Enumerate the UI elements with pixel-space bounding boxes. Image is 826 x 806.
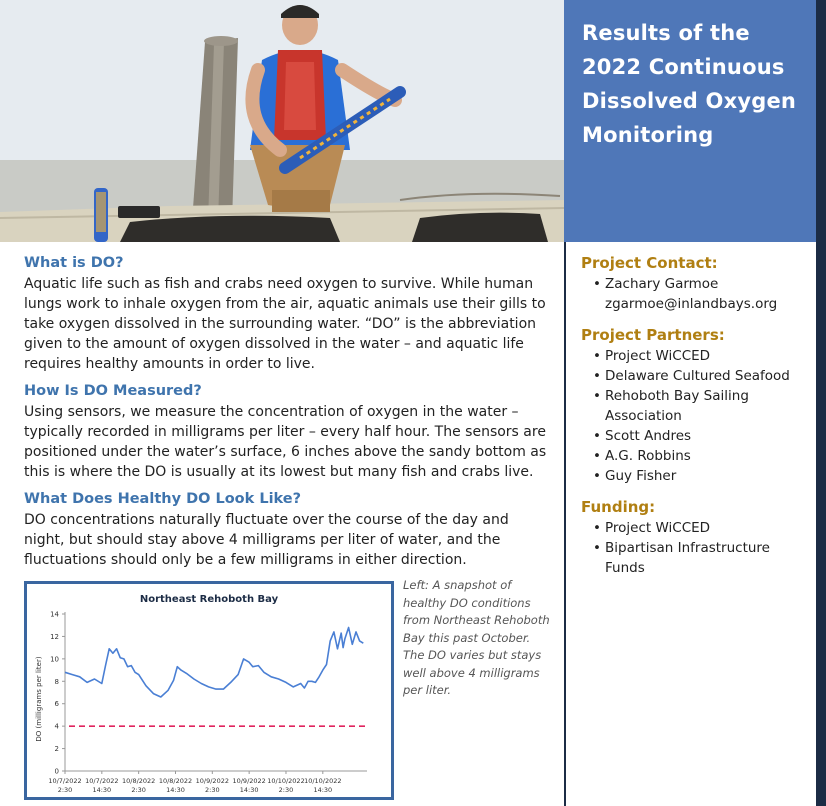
partner-item: • Project WiCCED	[593, 346, 813, 366]
chart-y-tick-label: 8	[54, 677, 59, 686]
header-photo	[0, 0, 564, 242]
section-heading-healthy-do: What Does Healthy DO Look Like?	[24, 491, 302, 507]
section-body-how-measured: Using sensors, we measure the concentration of oxygen in the water – typically recorded in milligrams per liter – every half hour. The sensors are positioned under the water’s surface, 6 inches above the sandy bottom as this is where the DO is usually at its lowest but many fish and crabs live.	[24, 404, 547, 480]
chart-x-tick-label: 10/9/2022 2:30	[195, 777, 229, 794]
chart-x-tick-label: 10/9/2022 14:30	[232, 777, 266, 794]
chart-y-tick-label: 14	[50, 610, 59, 619]
chart-caption: Left: A snapshot of healthy DO conditions from Northeast Rehoboth Bay this past October. The DO varies but stays well above 4 milligrams per liter.	[403, 578, 550, 697]
contact-list	[581, 274, 813, 314]
title-panel	[564, 0, 816, 242]
section-body-what-is-do: Aquatic life such as fish and crabs need oxygen to survive. While human lungs work to inhale oxygen from the air, aquatic animals use their gills to take oxygen dissolved in the surrounding water. “DO” is the abbreviation given to the amount of oxygen dissolved in the water – and aquatic life requires healthy amounts in order to live.	[24, 276, 546, 372]
section-heading-what-is-do: What is DO?	[24, 255, 124, 271]
chart-y-tick-label: 12	[50, 632, 59, 641]
chart-x-ticks	[48, 771, 341, 794]
do-chart-frame	[24, 581, 394, 800]
section-heading-how-measured: How Is DO Measured?	[24, 383, 202, 399]
chart-y-tick-label: 2	[54, 745, 59, 754]
funding-heading: Funding:	[581, 498, 656, 516]
right-edge-strip	[816, 0, 826, 806]
partners-heading: Project Partners:	[581, 326, 725, 344]
partner-item: • Scott Andres	[593, 426, 813, 446]
sidebar	[581, 252, 813, 578]
contact-heading: Project Contact:	[581, 254, 718, 272]
chart-x-tick-label: 10/7/2022 14:30	[85, 777, 119, 794]
do-line-chart	[27, 584, 391, 797]
partner-item: • A.G. Robbins	[593, 446, 813, 466]
chart-y-tick-label: 10	[50, 655, 59, 664]
chart-title: Northeast Rehoboth Bay	[139, 594, 279, 605]
chart-y-tick-label: 6	[54, 700, 59, 709]
page-title: Results of the 2022 Continuous Dissolved Oxygen Monitoring	[582, 21, 797, 147]
sidebar-divider	[564, 242, 566, 806]
funding-item: • Bipartisan Infrastructure Funds	[593, 538, 813, 578]
chart-x-tick-label: 10/10/2022 2:30	[267, 777, 305, 794]
contact-email[interactable]: zgarmoe@inlandbays.org	[605, 296, 778, 312]
contact-name: Zachary Garmoe	[605, 276, 719, 292]
chart-y-tick-label: 4	[54, 722, 59, 731]
section-body-healthy-do: DO concentrations naturally fluctuate over the course of the day and night, but should stay above 4 milligrams per liter of water, and the fluctuations should only be a few milligrams in either direction.	[24, 512, 509, 568]
chart-axes	[65, 612, 367, 771]
chart-y-ticks	[50, 611, 65, 776]
do-series-line	[65, 628, 363, 698]
funding-item: • Project WiCCED	[593, 518, 813, 538]
chart-x-tick-label: 10/8/2022 2:30	[121, 777, 156, 794]
partner-item: • Delaware Cultured Seafood	[593, 366, 813, 386]
partner-item: • Guy Fisher	[593, 466, 813, 486]
main-column	[24, 252, 552, 570]
chart-x-tick-label: 10/10/2022 14:30	[304, 777, 342, 794]
chart-y-axis-label: DO (milligrams per liter)	[35, 656, 43, 742]
partners-list	[581, 346, 813, 486]
funding-list	[581, 518, 813, 578]
field-photo-illustration	[0, 0, 564, 242]
chart-x-tick-label: 10/8/2022 14:30	[158, 777, 193, 794]
chart-y-tick-label: 0	[54, 767, 59, 776]
partner-item: • Rehoboth Bay Sailing Association	[593, 386, 813, 426]
chart-x-tick-label: 10/7/2022 2:30	[48, 777, 82, 794]
contact-item	[593, 274, 813, 314]
